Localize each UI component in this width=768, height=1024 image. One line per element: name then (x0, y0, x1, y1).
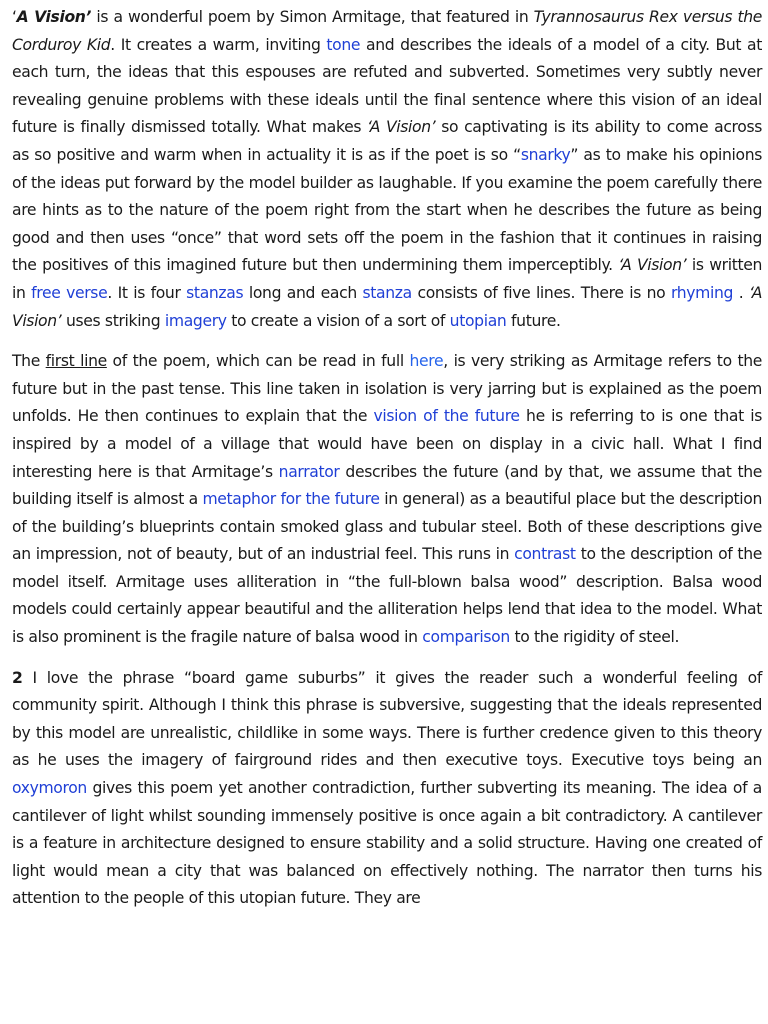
link-free-verse[interactable]: free verse (31, 283, 108, 302)
link-stanzas[interactable]: stanzas (186, 283, 244, 302)
link-vision-of-the-future[interactable]: vision of the future (373, 407, 520, 426)
book-title: Tyrannosaurus Rex versus the Corduroy Kid (12, 8, 762, 54)
poem-title: ‘A Vision’ (618, 256, 687, 275)
text: . It creates a warm, inviting (110, 35, 327, 54)
paragraph-intro (12, 4, 762, 335)
text: is a wonderful poem by Simon Armitage, that featured in (91, 8, 534, 26)
poem-title: A Vision’ (16, 8, 92, 26)
text: to create a vision of a sort of (226, 311, 450, 330)
poem-title: ‘A Vision’ (12, 283, 763, 330)
link-tone[interactable]: tone (326, 35, 361, 54)
text: ” as to make his opinions of the ideas put forward by the model builder as laughable. If you examine the poem carefully there are hints as to the nature of the poem right from the start when he describes the future as being good and then uses “once” that word sets off the poem in the fashion that it continues in raising the positives of this imagined future but then undermining them imperceptibly. (12, 145, 763, 275)
paragraph-stanza-2 (12, 665, 762, 913)
text: and describes the ideals of a model of a city. But at each turn, the ideas that this espouses are refuted and subverted. Sometimes very subtly never revealing genuine problems with these ideals until the final sentence where this vision of an ideal future is finally dismissed totally. What makes (12, 35, 762, 137)
link-oxymoron[interactable]: oxymoron (12, 779, 87, 798)
text: so captivating is its ability to come across as so positive and warm when in actuality it is as if the poet is so “ (12, 118, 762, 164)
text: uses striking (61, 311, 165, 330)
link-contrast[interactable]: contrast (514, 545, 576, 564)
text: . (733, 283, 749, 302)
link-here[interactable]: here (409, 352, 444, 371)
text: he is referring to is one that is inspired by a model of a village that would have been on display in a civic hall. What I find interesting here is that Armitage’s (12, 407, 763, 481)
link-snarky[interactable]: snarky (520, 145, 571, 164)
text: The (12, 352, 46, 371)
text: describes the future (and by that, we assume that the building itself is almost a (12, 462, 762, 509)
link-comparison[interactable]: comparison (422, 628, 510, 647)
article-body (12, 4, 762, 913)
link-metaphor-for-the-future[interactable]: metaphor for the future (202, 490, 380, 509)
text: to the rigidity of steel. (509, 628, 680, 647)
text: consists of five lines. There is no (411, 283, 671, 302)
text: . It is four (107, 283, 187, 302)
link-rhyming[interactable]: rhyming (670, 283, 734, 302)
link-utopian[interactable]: utopian (449, 311, 507, 330)
text: future. (506, 311, 561, 330)
text: ‘ (12, 8, 17, 26)
stanza-number: 2 (12, 668, 23, 687)
text: gives this poem yet another contradiction, further subverting its meaning. The idea of a cantilever of light whilst sounding immensely positive is once again a bit contradictory. A cantilever is a feature in architecture designed to ensure stability and a solid structure. Having one created of light would mean a city that was balanced on effectively nothing. The narrator then turns his attention to the people of this utopian future. They are (12, 779, 762, 908)
paragraph-first-line (12, 348, 762, 652)
text: to the description of the model itself. Armitage uses alliteration in “the full-blown balsa wood” description. Balsa wood models could certainly appear beautiful and the alliteration helps lend that idea to the model. What is also prominent is the fragile nature of balsa wood in (12, 545, 762, 647)
text: of the poem, which can be read in full (106, 352, 410, 371)
link-stanza[interactable]: stanza (362, 283, 412, 302)
text: I love the phrase “board game suburbs” it gives the reader such a wonderful feeling of community spirit. Although I think this phrase is subversive, suggesting that the ideals represented by this model are unrealistic, childlike in some ways. There is further credence given to this theory as he uses the imagery of fairground rides and then executive toys. Executive toys being an (12, 668, 762, 770)
link-narrator[interactable]: narrator (278, 462, 340, 481)
text: is written in (12, 256, 762, 302)
text: , is very striking as Armitage refers to the future but in the past tense. This line taken in isolation is very jarring but is explained as the poem unfolds. He then continues to explain that the (12, 352, 763, 426)
text: in general) as a beautiful place but the description of the building’s blueprints contain smoked glass and tubular steel. Both of these descriptions give an impression, not of beauty, but of an industrial feel. This runs in (12, 490, 762, 564)
first-line-term: first line (45, 352, 107, 371)
link-imagery[interactable]: imagery (164, 311, 227, 330)
text: long and each (243, 283, 363, 302)
poem-title: ‘A Vision’ (366, 118, 436, 137)
